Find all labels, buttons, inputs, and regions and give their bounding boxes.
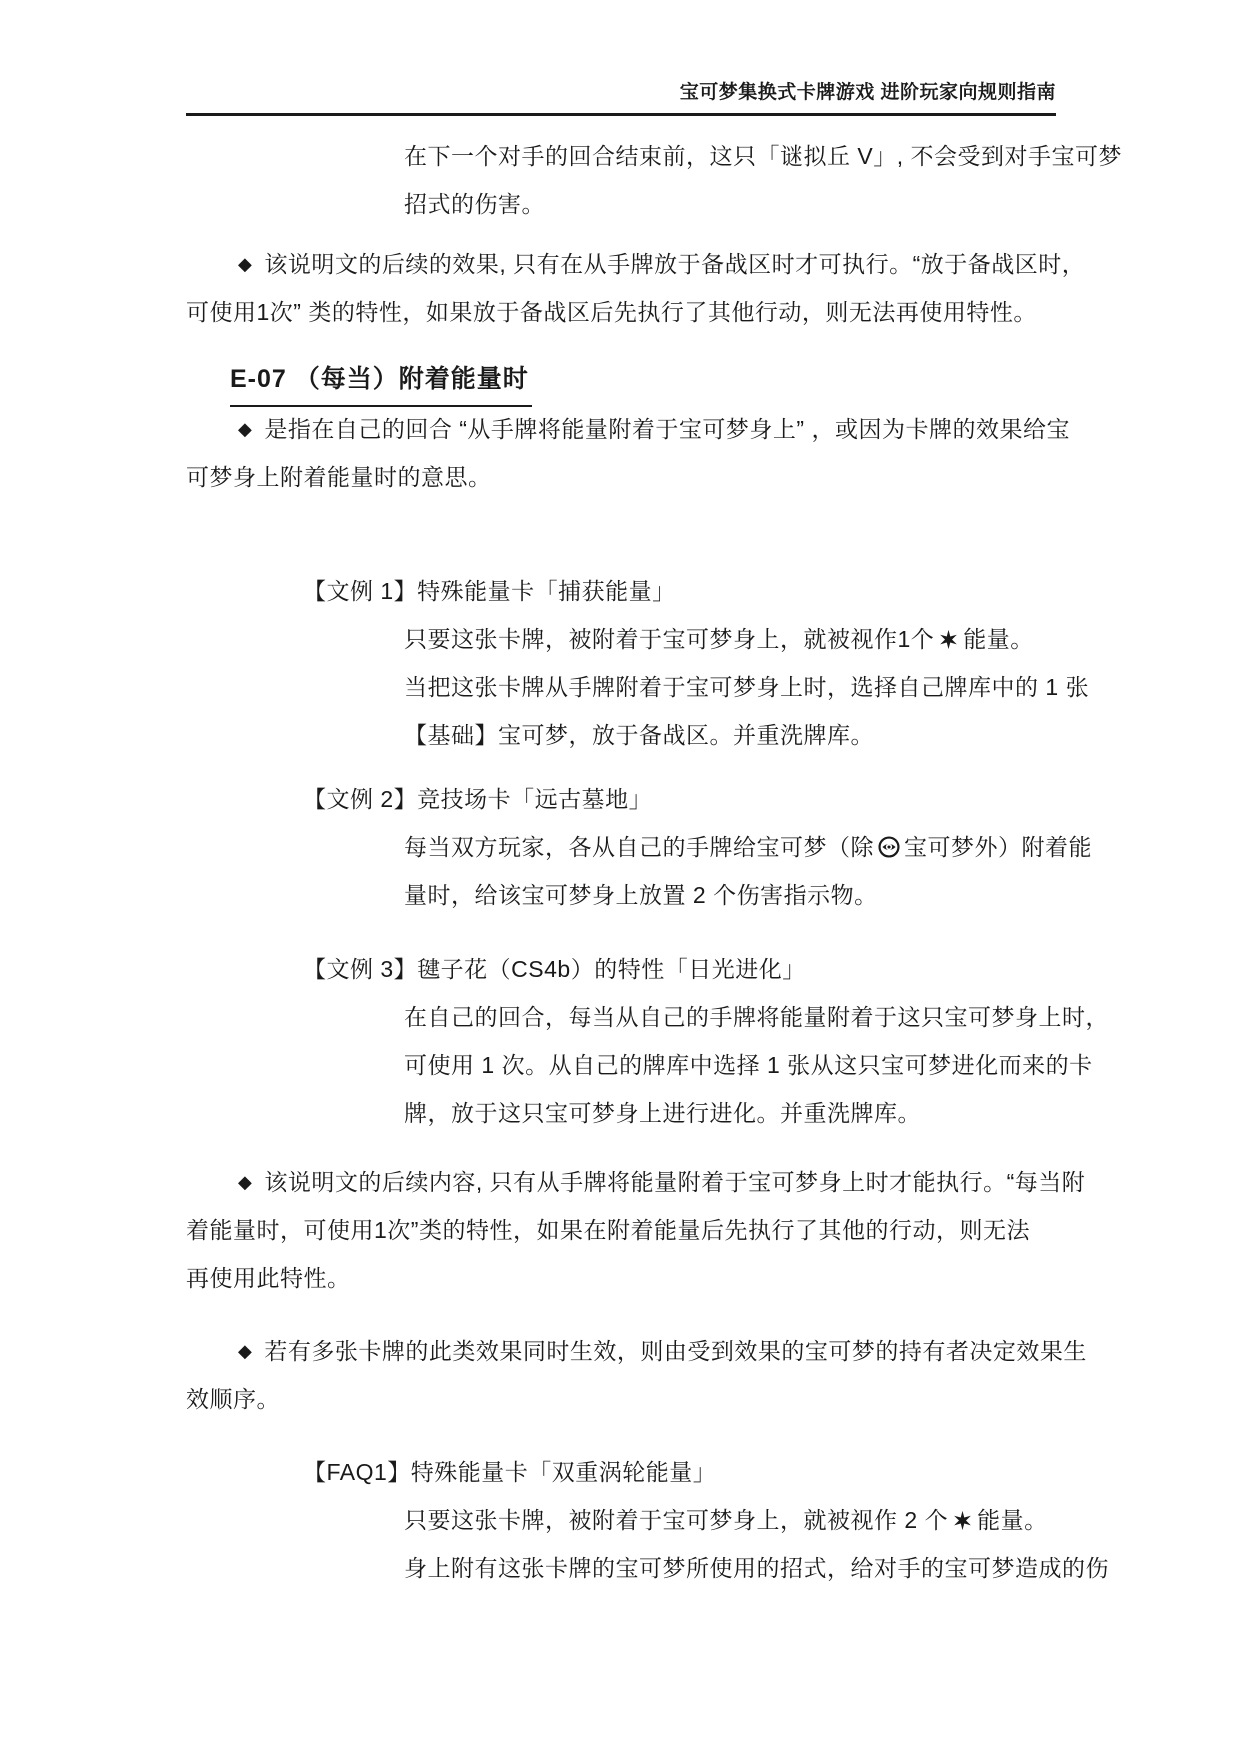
note-paragraph-2 xyxy=(186,1158,1086,1302)
text-line xyxy=(404,823,1092,871)
example-2-title: 【文例 2】竞技场卡「远古墓地」 xyxy=(303,786,653,812)
page-header-title: 宝可梦集换式卡牌游戏 进阶玩家向规则指南 xyxy=(679,82,1056,103)
text-line: 牌，放于这只宝可梦身上进行进化。并重洗牌库。 xyxy=(404,1100,921,1126)
colorless-energy-icon xyxy=(938,629,959,650)
text-line: 着能量时，可使用1次”类的特性，如果在附着能量后先执行了其他的行动，则无法 xyxy=(186,1217,1030,1243)
diamond-bullet-icon: ◆ xyxy=(238,254,253,274)
text-line: 【基础】宝可梦，放于备战区。并重洗牌库。 xyxy=(404,722,874,748)
faq-text: 能量。 xyxy=(977,1507,1048,1533)
diamond-bullet-icon: ◆ xyxy=(238,1172,253,1192)
note-paragraph-3 xyxy=(186,1327,1087,1423)
text-line: 招式的伤害。 xyxy=(404,191,545,217)
faq-text: 只要这张卡牌，被附着于宝可梦身上，就被视作 2 个 xyxy=(404,1507,949,1533)
text-line: 量时，给该宝可梦身上放置 2 个伤害指示物。 xyxy=(404,882,878,908)
example-1-title: 【文例 1】特殊能量卡「捕获能量」 xyxy=(303,578,676,604)
definition-text: 是指在自己的回合 “从手牌将能量附着于宝可梦身上” ，或因为卡牌的效果给宝 xyxy=(264,416,1070,442)
text-line: 当把这张卡牌从手牌附着于宝可梦身上时，选择自己牌库中的 1 张 xyxy=(404,674,1090,700)
text-line: 可使用1次” 类的特性，如果放于备战区后先执行了其他行动，则无法再使用特性。 xyxy=(186,299,1037,325)
example-text: 只要这张卡牌，被附着于宝可梦身上，就被视作1个 xyxy=(404,626,935,652)
text-line xyxy=(238,1158,1086,1206)
example-1 xyxy=(186,567,1090,759)
example-3 xyxy=(186,945,1109,1137)
note-text: 该说明文的后续的效果, 只有在从手牌放于备战区时才可执行。“放于备战区时， xyxy=(264,251,1086,277)
text-line: 在自己的回合，每当从自己的手牌将能量附着于这只宝可梦身上时， xyxy=(404,1004,1109,1030)
text-line xyxy=(404,1496,1066,1544)
faq-1 xyxy=(186,1448,1109,1592)
note-paragraph-1 xyxy=(186,240,1086,336)
text-line xyxy=(238,405,1070,453)
section-heading xyxy=(230,355,1066,405)
text-line: 在下一个对手的回合结束前，这只「谜拟丘 V」, 不会受到对手宝可梦 xyxy=(404,143,1123,169)
note-text: 若有多张卡牌的此类效果同时生效，则由受到效果的宝可梦的持有者决定效果生 xyxy=(264,1338,1087,1364)
text-line: 身上附有这张卡牌的宝可梦所使用的招式，给对手的宝可梦造成的伤 xyxy=(404,1555,1109,1581)
text-line xyxy=(404,615,1066,663)
colorless-energy-icon xyxy=(952,1510,973,1531)
document-content xyxy=(186,132,1123,1592)
note-text: 该说明文的后续内容, 只有从手牌将能量附着于宝可梦身上时才能执行。“每当附 xyxy=(264,1169,1086,1195)
section-heading-text: E-07 （每当）附着能量时 xyxy=(230,355,532,407)
diamond-bullet-icon: ◆ xyxy=(238,419,253,439)
example-3-title: 【文例 3】毽子花（CS4b）的特性「日光进化」 xyxy=(303,956,806,982)
text-line: 再使用此特性。 xyxy=(186,1265,351,1291)
text-line: 效顺序。 xyxy=(186,1386,280,1412)
example-2 xyxy=(186,775,1092,919)
text-line xyxy=(238,1327,1087,1375)
text-line: 可使用 1 次。从自己的牌库中选择 1 张从这只宝可梦进化而来的卡 xyxy=(404,1052,1093,1078)
text-line: 可梦身上附着能量时的意思。 xyxy=(186,464,492,490)
example-text: 宝可梦外）附着能 xyxy=(904,834,1092,860)
example-text: 每当双方玩家，各从自己的手牌给宝可梦（除 xyxy=(404,834,874,860)
example-text: 能量。 xyxy=(963,626,1034,652)
intro-paragraph xyxy=(186,132,1123,228)
text-line xyxy=(238,240,1086,288)
faq-1-title: 【FAQ1】特殊能量卡「双重涡轮能量」 xyxy=(303,1459,717,1485)
definition-paragraph xyxy=(186,405,1070,501)
psychic-energy-icon xyxy=(878,836,900,858)
diamond-bullet-icon: ◆ xyxy=(238,1341,253,1361)
header-divider xyxy=(186,113,1056,116)
